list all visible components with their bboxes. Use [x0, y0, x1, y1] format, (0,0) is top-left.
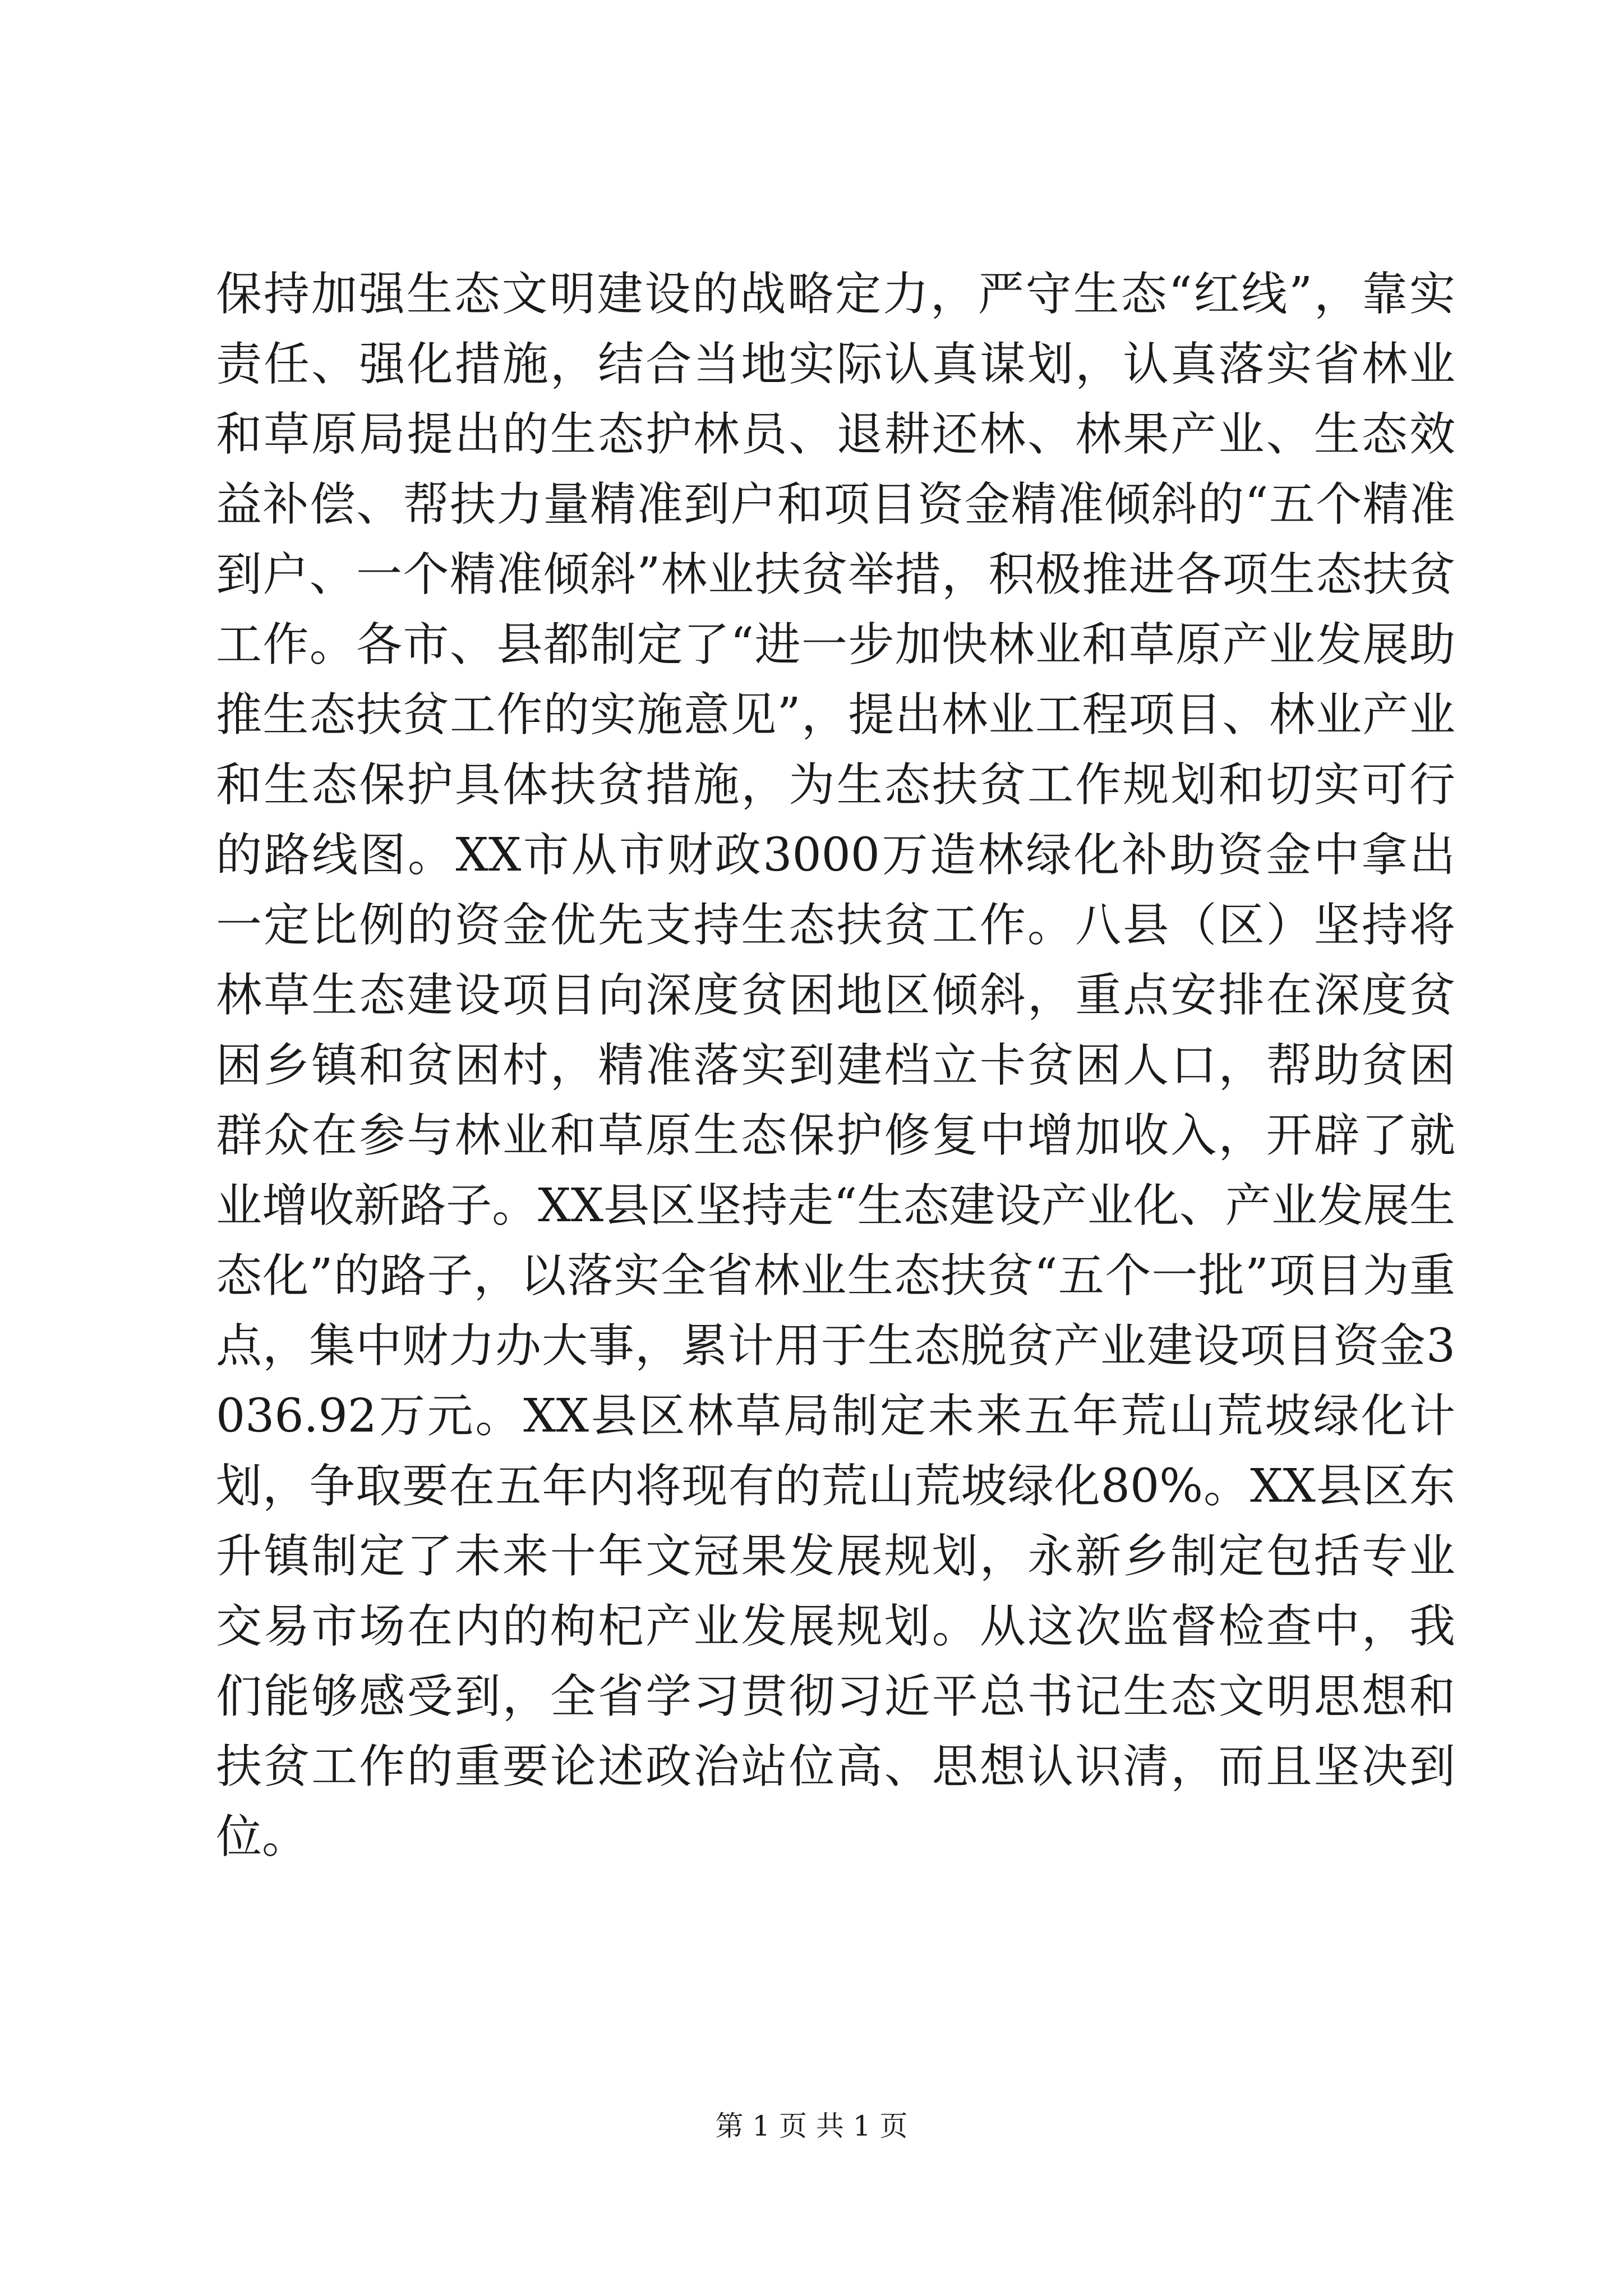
body-paragraph: 保持加强生态文明建设的战略定力，严守生态“红线”，靠实责任、强化措施，结合当地实际认真谋划，认真落实省林业和草原局提出的生态护林员、退耕还林、林果产业、生态效益补偿、帮扶力量精准到户和项目资金精准倾斜的“五个精准到户、一个精准倾斜”林业扶贫举措，积极推进各项生态扶贫工作。各市、县都制定了“进一步加快林业和草原产业发展助推生态扶贫工作的实施意见”，提出林业工程项目、林业产业和生态保护具体扶贫措施，为生态扶贫工作规划和切实可行的路线图。XX市从市财政3000万造林绿化补助资金中拿出一定比例的资金优先支持生态扶贫工作。八县（区）坚持将林草生态建设项目向深度贫困地区倾斜，重点安排在深度贫困乡镇和贫困村，精准落实到建档立卡贫困人口，帮助贫困群众在参与林业和草原生态保护修复中增加收入，开辟了就业增收新路子。XX县区坚持走“生态建设产业化、产业发展生态化”的路子，以落实全省林业生态扶贫“五个一批”项目为重点，集中财力办大事，累计用于生态脱贫产业建设项目资金3036.92万元。XX县区林草局制定未来五年荒山荒坡绿化计划，争取要在五年内将现有的荒山荒坡绿化80%。XX县区东升镇制定了未来十年文冠果发展规划，永新乡制定包括专业交易市场在内的枸杞产业发展规划。从这次监督检查中，我们能够感受到，全省学习贯彻习近平总书记生态文明思想和扶贫工作的重要论述政治站位高、思想认识清，而且坚决到位。: [216, 268, 1455, 1864]
page-footer: 第 1 页 共 1 页: [715, 2110, 908, 2142]
